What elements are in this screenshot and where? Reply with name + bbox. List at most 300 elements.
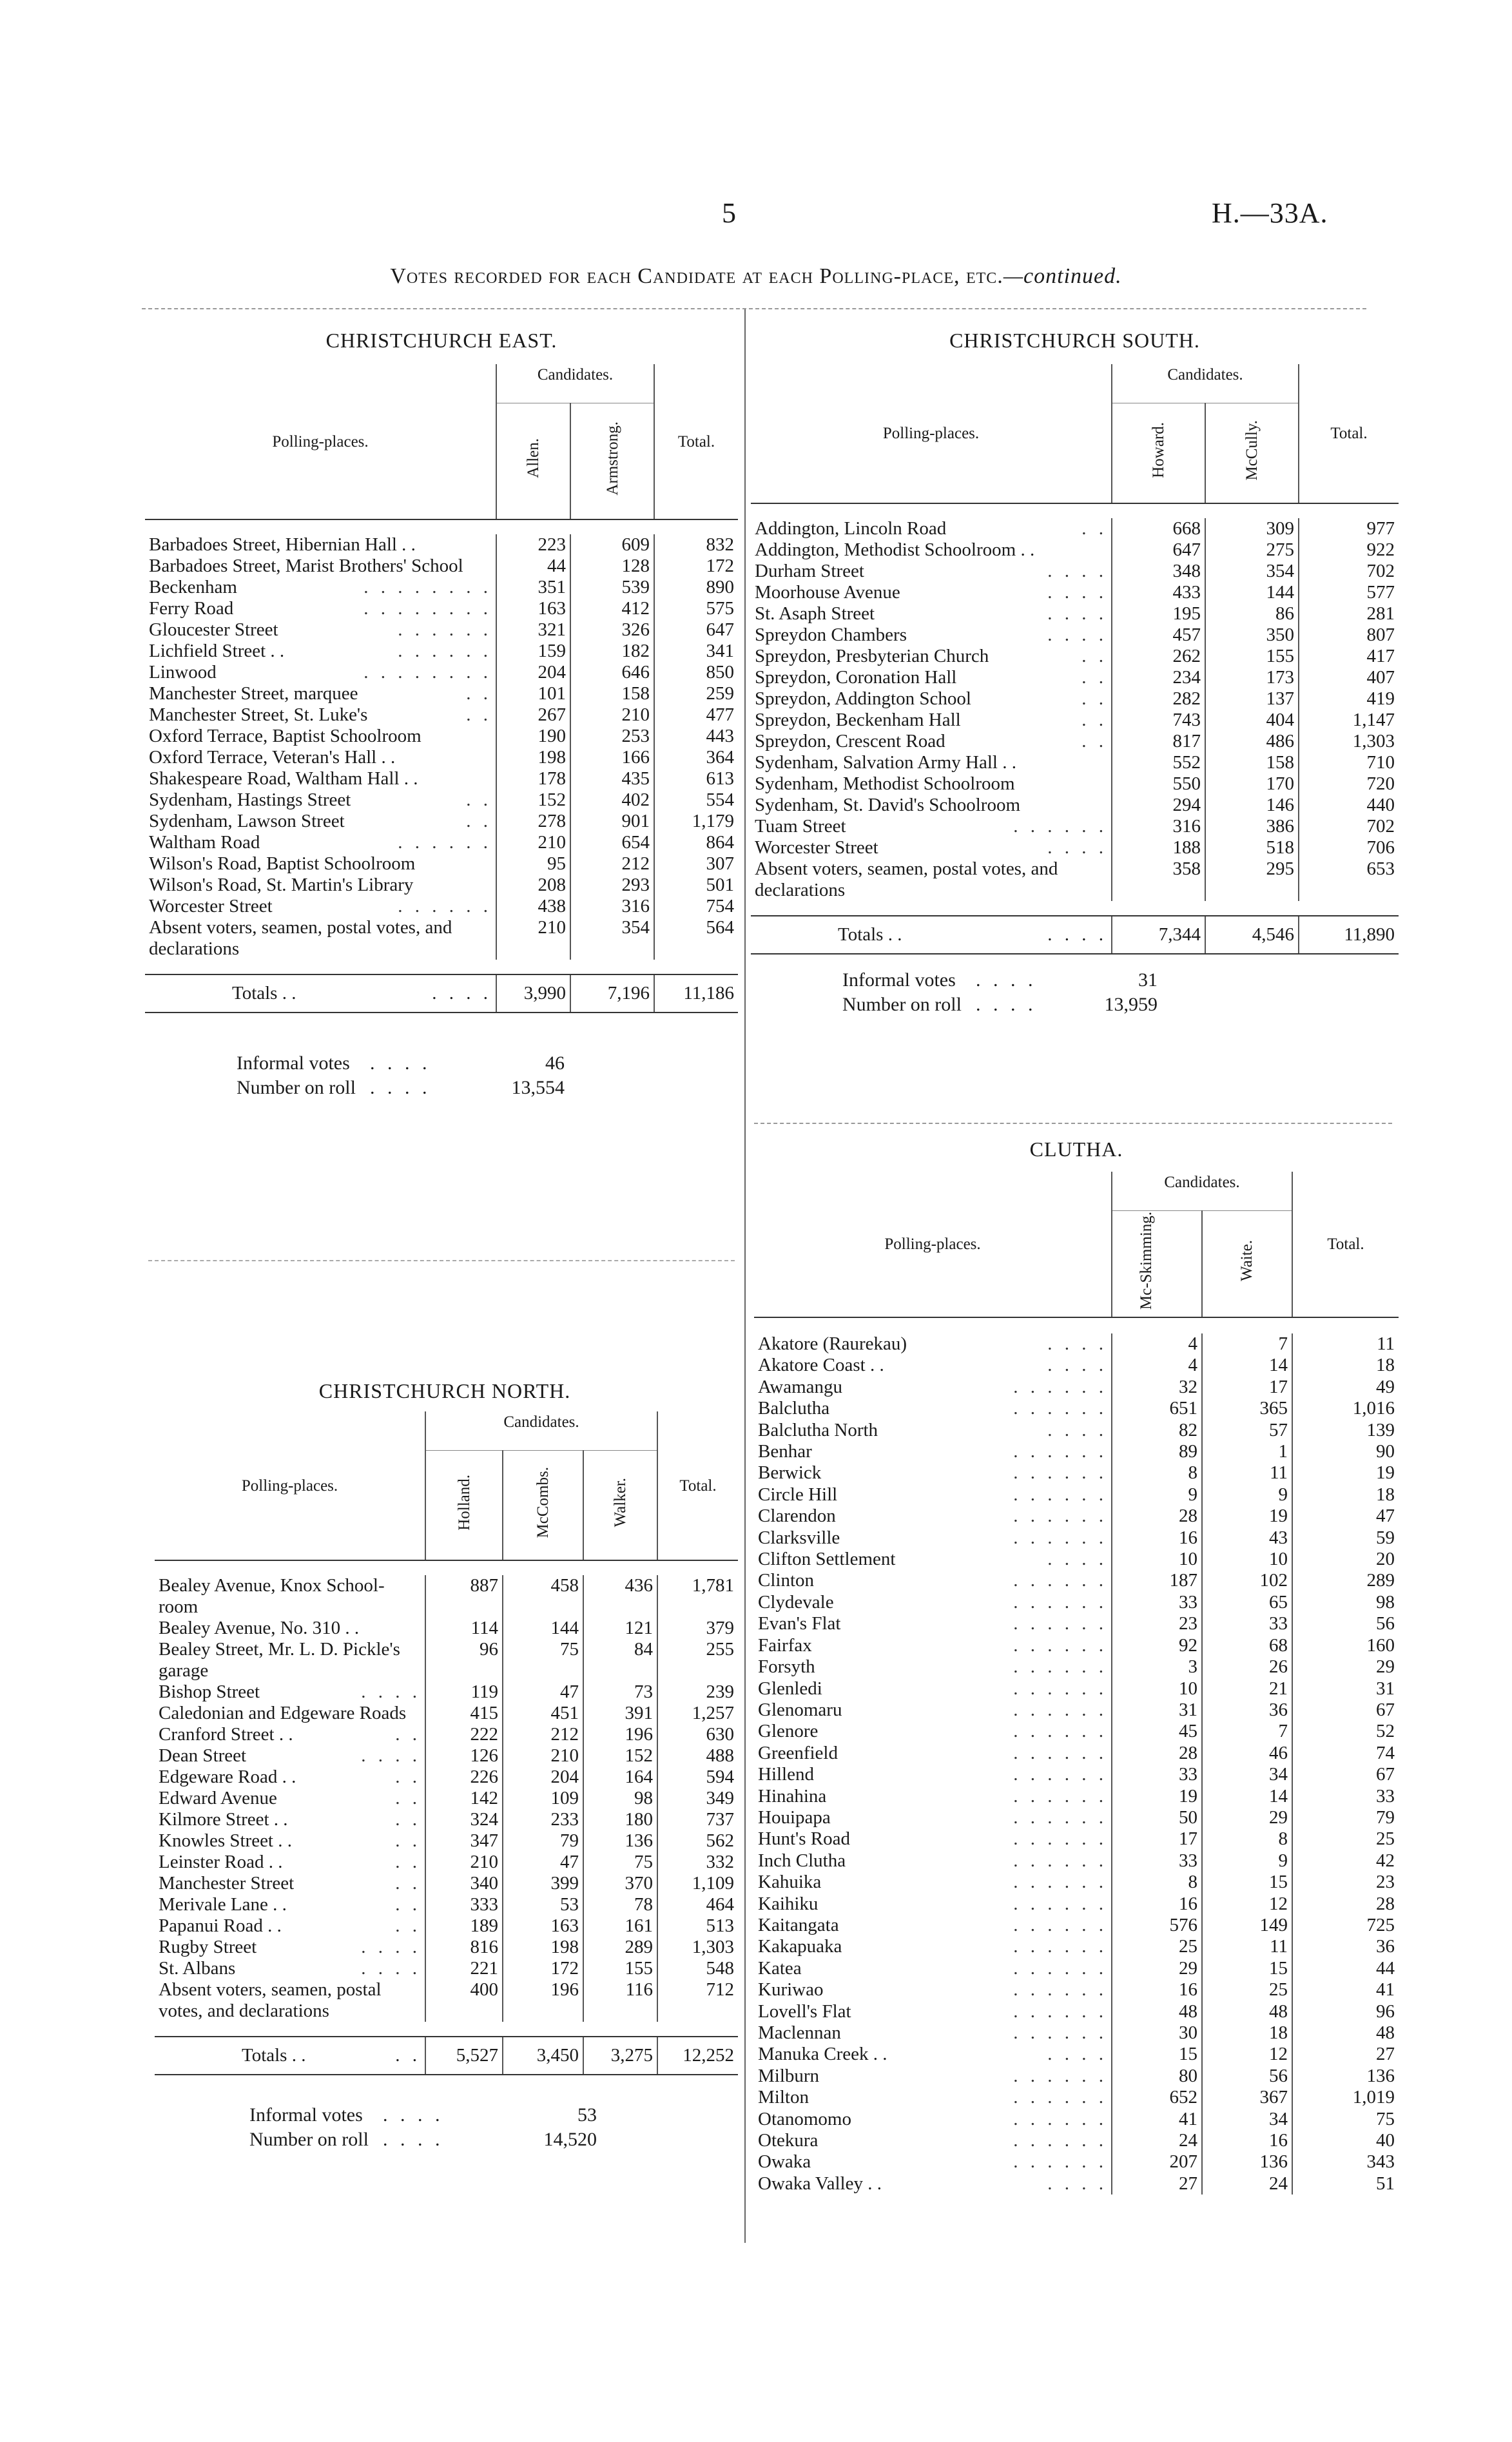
east-roll-value: 13,554 (511, 1077, 565, 1098)
row-total: 239 (657, 1681, 738, 1703)
row-total: 554 (654, 790, 738, 811)
table-row (155, 1873, 738, 1894)
vote-count: 47 (503, 1681, 583, 1703)
vote-count: 16 (1112, 1527, 1202, 1549)
vote-count: 43 (1202, 1527, 1292, 1549)
vote-count: 234 (1112, 667, 1205, 688)
row-total: 19 (1292, 1462, 1399, 1484)
polling-place (145, 556, 496, 577)
vote-count: 4 (1112, 1333, 1202, 1355)
polling-place (751, 710, 1112, 731)
leader-dots: . . . . (1047, 1549, 1107, 1570)
table-row (145, 662, 738, 683)
row-total: 59 (1292, 1527, 1399, 1549)
polling-place (155, 1873, 425, 1894)
north-section (155, 1411, 738, 2153)
vote-count: 17 (1202, 1377, 1292, 1398)
polling-place-name: Houipapa (758, 1807, 831, 1828)
vote-count: 16 (1112, 1894, 1202, 1915)
polling-place-name: Sydenham, Hastings Street (149, 790, 351, 810)
polling-place (145, 704, 496, 726)
polling-place (145, 875, 496, 896)
row-total: 630 (657, 1724, 738, 1745)
row-total: 23 (1292, 1872, 1399, 1893)
vote-count: 10 (1112, 1678, 1202, 1700)
row-total: 42 (1292, 1850, 1399, 1872)
leader-dots: . . . . . . (1013, 2022, 1107, 2043)
table-row (145, 726, 738, 747)
table-row (155, 1703, 738, 1724)
table-row (751, 731, 1399, 752)
table-row (751, 603, 1399, 625)
table-row (155, 1852, 738, 1873)
polling-place-name: Kuriwao (758, 1979, 824, 2001)
polling-place (754, 1979, 1112, 2001)
row-total: 562 (657, 1830, 738, 1852)
south-polling-header: Polling-places. (751, 364, 1112, 503)
vote-count: 316 (570, 896, 654, 917)
vote-count: 34 (1202, 1764, 1292, 1785)
south-roll-value: 13,959 (1104, 994, 1158, 1015)
vote-count: 451 (503, 1703, 583, 1724)
polling-place-name: Glenore (758, 1721, 819, 1742)
vote-count: 75 (583, 1852, 657, 1873)
vote-count: 210 (496, 832, 570, 853)
table-row (145, 790, 738, 811)
vote-count: 267 (496, 704, 570, 726)
vote-count: 53 (503, 1894, 583, 1915)
polling-place (155, 1830, 425, 1852)
polling-place (754, 1527, 1112, 1549)
vote-count: 208 (496, 875, 570, 896)
polling-place (145, 598, 496, 619)
row-total: 864 (654, 832, 738, 853)
row-total: 807 (1299, 625, 1399, 646)
table-row (754, 1398, 1399, 1419)
polling-place (145, 747, 496, 768)
vote-count: 95 (496, 853, 570, 875)
vote-count: 652 (1112, 2087, 1202, 2108)
polling-place (145, 641, 496, 662)
polling-place-name: Papanui Road . . (159, 1915, 282, 1936)
table-row (754, 1377, 1399, 1398)
vote-count: 204 (503, 1767, 583, 1788)
leader-dots: . . (395, 1724, 421, 1745)
table-row (754, 1527, 1399, 1549)
row-total: 1,016 (1292, 1398, 1399, 1419)
polling-place (754, 1549, 1112, 1570)
row-total: 289 (1292, 1570, 1399, 1591)
vote-count: 136 (1202, 2151, 1292, 2173)
row-total: 613 (654, 768, 738, 790)
vote-count: 155 (583, 1958, 657, 1979)
vote-count: 36 (1202, 1700, 1292, 1721)
table-row (754, 1656, 1399, 1678)
page-caption (0, 264, 1512, 289)
vote-count: 436 (583, 1575, 657, 1618)
clutha-candidate-mcskimming: Mc-Skimming. (1112, 1211, 1202, 1317)
leader-dots: . . . . . . (1013, 1872, 1107, 1893)
leader-dots: . . . . . . (1013, 1484, 1107, 1505)
polling-place-name: Clifton Settlement (758, 1549, 896, 1570)
table-row (155, 1809, 738, 1830)
table-row (754, 1549, 1399, 1570)
vote-count: 45 (1112, 1721, 1202, 1742)
leader-dots: . . (466, 683, 492, 704)
row-total: 56 (1292, 1613, 1399, 1634)
polling-place-name: Absent voters, seamen, postal votes, and declarations (149, 917, 452, 959)
vote-count: 253 (570, 726, 654, 747)
vote-count: 73 (583, 1681, 657, 1703)
table-row (145, 832, 738, 853)
row-total: 96 (1292, 2001, 1399, 2022)
clutha-title: CLUTHA. (1029, 1138, 1123, 1161)
vote-count: 29 (1112, 1958, 1202, 1979)
polling-place (145, 619, 496, 641)
polling-place-name: Manchester Street, St. Luke's (149, 704, 368, 725)
row-total: 259 (654, 683, 738, 704)
leader-dots: . . . . . . (1013, 1441, 1107, 1462)
vote-count: 21 (1202, 1678, 1292, 1700)
vote-count: 28 (1112, 1743, 1202, 1764)
leader-dots: . . (1081, 518, 1107, 539)
polling-place (751, 816, 1112, 837)
polling-place-name: Katea (758, 1957, 802, 1979)
table-row (155, 1618, 738, 1639)
row-total: 577 (1299, 582, 1399, 603)
row-total: 36 (1292, 1936, 1399, 1957)
row-total: 52 (1292, 1721, 1399, 1742)
vote-count: 152 (583, 1745, 657, 1767)
vote-count: 654 (570, 832, 654, 853)
vote-count: 386 (1205, 816, 1299, 837)
table-row (754, 2151, 1399, 2173)
leader-dots: . . . . (361, 1745, 421, 1766)
table-row (754, 1592, 1399, 1613)
leader-dots: . . . . . . . . (363, 577, 492, 597)
leader-dots: . . . . (1047, 837, 1107, 858)
polling-place-name: Durham Street (755, 561, 864, 581)
vote-count: 31 (1112, 1700, 1202, 1721)
table-row (155, 1830, 738, 1852)
vote-count: 46 (1202, 1743, 1292, 1764)
vote-count: 144 (503, 1618, 583, 1639)
polling-place (754, 1441, 1112, 1462)
row-total: 1,303 (657, 1937, 738, 1958)
table-row (155, 1575, 738, 1618)
candidate-total: 7,344 (1112, 916, 1205, 954)
vote-count: 149 (1202, 1915, 1292, 1936)
vote-count: 324 (425, 1809, 503, 1830)
leader-dots: . . . . . . (1013, 1527, 1107, 1548)
polling-place-name: Kaihiku (758, 1893, 819, 1914)
leader-dots: . . . . . . (1013, 2087, 1107, 2108)
north-candidate-walker: Walker. (583, 1451, 657, 1560)
vote-count: 136 (583, 1830, 657, 1852)
vote-count: 316 (1112, 816, 1205, 837)
table-row (754, 1807, 1399, 1828)
vote-count: 101 (496, 683, 570, 704)
vote-count: 816 (425, 1937, 503, 1958)
polling-place-name: Bealey Avenue, No. 310 . . (159, 1618, 360, 1638)
polling-place-name: Bealey Street, Mr. L. D. Pickle's garage (159, 1639, 400, 1681)
polling-place (754, 1936, 1112, 1957)
vote-count: 48 (1202, 2001, 1292, 2022)
vote-count: 14 (1202, 1786, 1292, 1807)
south-informal-label: Informal votes (842, 969, 956, 991)
vote-count: 24 (1112, 2130, 1202, 2151)
vote-count: 210 (425, 1852, 503, 1873)
polling-place-name: Hillend (758, 1764, 814, 1785)
polling-place-name: Worcester Street (755, 837, 878, 858)
polling-place (751, 688, 1112, 710)
row-total: 67 (1292, 1700, 1399, 1721)
polling-place (754, 1958, 1112, 1979)
row-total: 1,019 (1292, 2087, 1399, 2108)
vote-count: 190 (496, 726, 570, 747)
table-row (754, 2087, 1399, 2108)
vote-count: 80 (1112, 2066, 1202, 2087)
caption-main: Votes recorded for each Candidate at each Polling-place, etc. (390, 264, 1003, 288)
leader-dots: . . (1081, 667, 1107, 688)
table-row (754, 1872, 1399, 1893)
leader-dots: . . . . . . (1013, 1721, 1107, 1742)
north-informal-label: Informal votes (249, 2104, 363, 2126)
row-total: 922 (1299, 539, 1399, 561)
row-total: 20 (1292, 1549, 1399, 1570)
leader-dots: . . . . (1047, 1355, 1107, 1376)
polling-place (155, 1809, 425, 1830)
candidate-total: 5,527 (425, 2037, 503, 2075)
row-total: 74 (1292, 1743, 1399, 1764)
row-total: 139 (1292, 1420, 1399, 1441)
polling-place (754, 1377, 1112, 1398)
row-total: 653 (1299, 858, 1399, 901)
vote-count: 351 (496, 577, 570, 598)
vote-count: 354 (570, 917, 654, 960)
polling-place (751, 561, 1112, 582)
row-total: 548 (657, 1958, 738, 1979)
polling-place (754, 1850, 1112, 1872)
table-row (155, 1979, 738, 2022)
leader-dots: . . (395, 1852, 421, 1872)
polling-place (145, 534, 496, 556)
row-total: 364 (654, 747, 738, 768)
polling-place-name: Merivale Lane . . (159, 1894, 287, 1915)
polling-place-name: Bishop Street (159, 1681, 260, 1702)
polling-place-name: Leinster Road . . (159, 1852, 283, 1872)
table-row (754, 1743, 1399, 1764)
table-row (754, 1355, 1399, 1376)
leader-dots: . . (1081, 710, 1107, 730)
vote-count: 137 (1205, 688, 1299, 710)
vote-count: 457 (1112, 625, 1205, 646)
polling-place-name: Akatore (Raurekau) (758, 1333, 907, 1354)
polling-place (145, 790, 496, 811)
east-polling-header: Polling-places. (145, 364, 496, 519)
leader-dots: . . . . (1047, 2044, 1107, 2065)
candidate-total: 7,196 (570, 974, 654, 1013)
clutha-total-header: Total. (1292, 1172, 1399, 1317)
polling-place-name: Lovell's Flat (758, 2001, 851, 2022)
row-total: 281 (1299, 603, 1399, 625)
table-row (751, 795, 1399, 816)
table-row (754, 2066, 1399, 2087)
vote-count: 198 (503, 1937, 583, 1958)
vote-count: 195 (1112, 603, 1205, 625)
vote-count: 57 (1202, 1420, 1292, 1441)
table-row (145, 853, 738, 875)
polling-place-name: Otekura (758, 2130, 819, 2151)
polling-place (155, 1703, 425, 1724)
polling-place-name: Circle Hill (758, 1484, 838, 1505)
leader-dots: . . . . (1047, 582, 1107, 603)
polling-place (145, 832, 496, 853)
row-total: 33 (1292, 1786, 1399, 1807)
polling-place-name: Wilson's Road, St. Martin's Library (149, 875, 414, 895)
table-row (145, 811, 738, 832)
table-row (145, 768, 738, 790)
polling-place (754, 1592, 1112, 1613)
polling-place (145, 726, 496, 747)
leader-dots: . . . . (361, 1681, 421, 1702)
row-total: 1,257 (657, 1703, 738, 1724)
vote-count: 196 (583, 1724, 657, 1745)
vote-count: 119 (425, 1681, 503, 1703)
polling-place-name: Sydenham, Methodist Schoolroom (755, 773, 1015, 794)
polling-place-name: Sydenham, St. David's Schoolroom (755, 795, 1021, 815)
vote-count: 210 (503, 1745, 583, 1767)
table-row (754, 1441, 1399, 1462)
polling-place (155, 1915, 425, 1937)
vote-count: 158 (1205, 752, 1299, 773)
vote-count: 161 (583, 1915, 657, 1937)
vote-count: 166 (570, 747, 654, 768)
leader-dots: . . (1081, 688, 1107, 709)
vote-count: 92 (1112, 1635, 1202, 1656)
polling-place-name: St. Asaph Street (755, 603, 875, 624)
vote-count: 33 (1202, 1613, 1292, 1634)
vote-count: 27 (1112, 2173, 1202, 2195)
polling-place (751, 731, 1112, 752)
east-candidate-allen: Allen. (496, 403, 570, 519)
leader-dots: . . . . . . (1013, 1893, 1107, 1914)
vote-count: 210 (496, 917, 570, 960)
row-total: 443 (654, 726, 738, 747)
row-total: 51 (1292, 2173, 1399, 2195)
table-row (754, 1678, 1399, 1700)
polling-place-name: Milton (758, 2087, 809, 2108)
south-clutha-rule (754, 1123, 1392, 1124)
polling-place-name: Clarksville (758, 1527, 840, 1548)
table-row (751, 688, 1399, 710)
table-row (754, 1506, 1399, 1527)
polling-place (754, 2001, 1112, 2022)
polling-place-name: Owaka Valley . . (758, 2173, 882, 2194)
table-row (145, 875, 738, 896)
leader-dots: . . . . . . (1013, 1656, 1107, 1678)
north-roll-value: 14,520 (543, 2129, 597, 2150)
vote-count: 18 (1202, 2022, 1292, 2044)
leader-dots: . . . . . . (1013, 2065, 1107, 2086)
vote-count: 50 (1112, 1807, 1202, 1828)
table-row (145, 747, 738, 768)
polling-place (145, 768, 496, 790)
polling-place (754, 1764, 1112, 1785)
row-total: 464 (657, 1894, 738, 1915)
row-total: 702 (1299, 561, 1399, 582)
south-section (751, 364, 1399, 1018)
table-row (751, 561, 1399, 582)
vote-count: 96 (425, 1639, 503, 1681)
table-row (754, 1894, 1399, 1915)
row-total: 1,303 (1299, 731, 1399, 752)
vote-count: 12 (1202, 1894, 1292, 1915)
polling-place (754, 1506, 1112, 1527)
table-row (751, 858, 1399, 901)
vote-count: 404 (1205, 710, 1299, 731)
totals-row (155, 2037, 738, 2075)
polling-place-name: Cranford Street . . (159, 1724, 293, 1745)
polling-place (754, 1678, 1112, 1700)
row-total: 48 (1292, 2022, 1399, 2044)
vote-count: 170 (1205, 773, 1299, 795)
row-total: 1,147 (1299, 710, 1399, 731)
south-candidates-header: Candidates. (1112, 364, 1299, 403)
polling-place (155, 1937, 425, 1958)
vote-count: 10 (1112, 1549, 1202, 1570)
table-row (754, 1484, 1399, 1506)
grand-total: 11,890 (1299, 916, 1399, 954)
table-row (751, 816, 1399, 837)
south-informal-value: 31 (1138, 969, 1158, 991)
table-row (155, 1894, 738, 1915)
leader-dots: . . . . . . (1013, 1850, 1107, 1871)
polling-place-name: Moorhouse Avenue (755, 582, 900, 603)
table-row (145, 619, 738, 641)
polling-place (751, 646, 1112, 667)
east-candidate-armstrong: Armstrong. (570, 403, 654, 519)
row-total: 44 (1292, 1958, 1399, 1979)
vote-count: 647 (1112, 539, 1205, 561)
polling-place-name: Clydevale (758, 1591, 834, 1613)
vote-count: 116 (583, 1979, 657, 2022)
table-row (754, 1721, 1399, 1742)
leader-dots: . . (395, 1809, 421, 1830)
vote-count: 609 (570, 534, 654, 556)
polling-place (155, 1575, 425, 1618)
vote-count: 24 (1202, 2173, 1292, 2195)
vote-count: 1 (1202, 1441, 1292, 1462)
leader-dots: . . (395, 1873, 421, 1894)
vote-count: 44 (496, 556, 570, 577)
vote-count: 15 (1202, 1958, 1292, 1979)
page-number: 5 (722, 197, 736, 229)
table-row (754, 1915, 1399, 1936)
leader-dots: . . . . (1047, 561, 1107, 581)
vote-count: 26 (1202, 1656, 1292, 1678)
south-table (751, 364, 1399, 955)
south-candidate-howard: Howard. (1112, 403, 1205, 503)
vote-count: 289 (583, 1937, 657, 1958)
north-total-header: Total. (657, 1411, 738, 1560)
table-row (751, 518, 1399, 539)
leader-dots: . . . . . . (1013, 1634, 1107, 1656)
south-roll-label: Number on roll (842, 994, 962, 1015)
polling-place-name: Absent voters, seamen, postal votes, and declarations (755, 858, 1058, 900)
row-total: 332 (657, 1852, 738, 1873)
row-total: 31 (1292, 1678, 1399, 1700)
